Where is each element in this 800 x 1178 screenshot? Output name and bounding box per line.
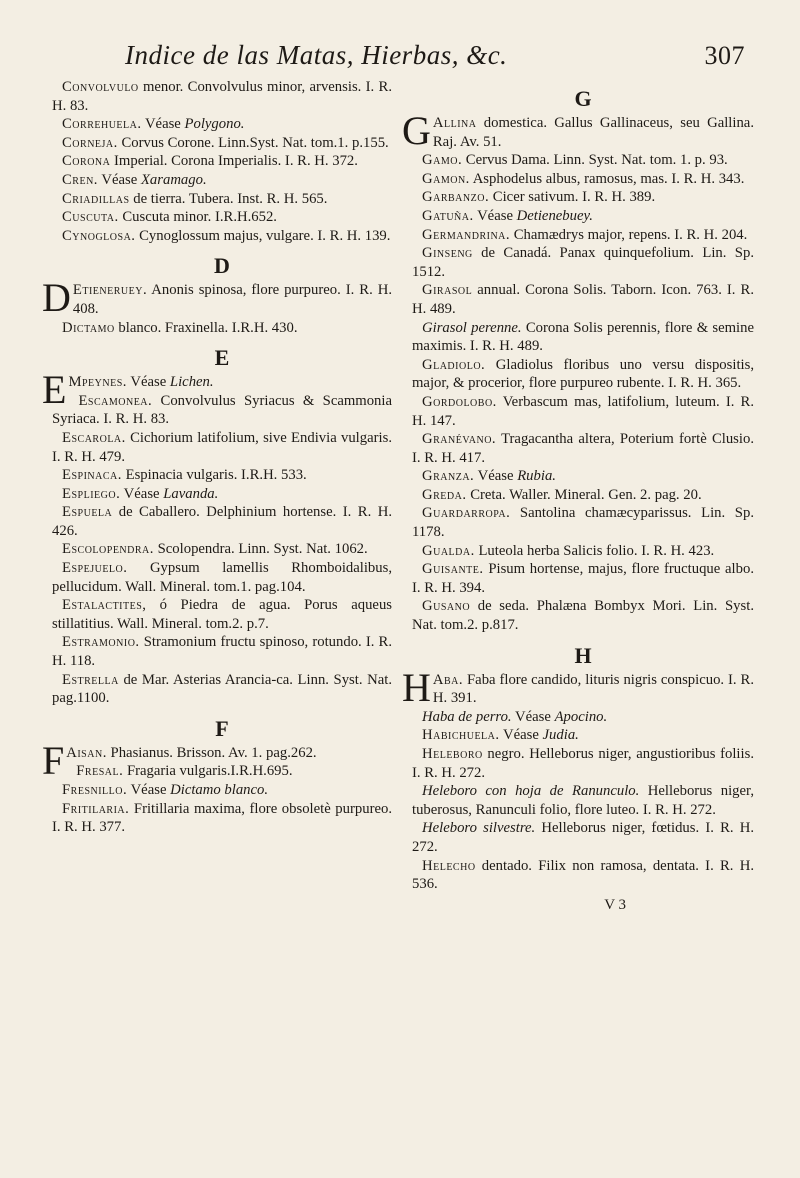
index-entry: [52, 466, 392, 485]
index-entry: [52, 781, 392, 800]
entry-text: Fragaria vulgaris.I.R.H.695.: [123, 763, 293, 780]
index-entry: [42, 275, 392, 321]
index-entry: [412, 745, 754, 782]
entry-text: Véase: [97, 171, 141, 188]
entry-text: Véase: [126, 374, 170, 391]
headword: Allina: [432, 115, 477, 131]
index-entry: [52, 485, 392, 504]
index-entry: [412, 708, 754, 727]
headword: Fresal.: [76, 763, 124, 780]
headword: Corona: [62, 153, 111, 170]
entry-text: Cichorium latifolium, sive Endivia vulgaris. I. R. H. 479.: [52, 429, 392, 465]
headword: Germandrina.: [422, 226, 511, 243]
index-entry: [412, 356, 754, 393]
cross-reference: Xaramago.: [140, 171, 207, 188]
entry-text: Espinacia vulgaris. I.R.H. 533.: [121, 467, 307, 484]
section-letter: E: [214, 345, 230, 371]
cross-reference: Apocino.: [554, 708, 608, 725]
headword: Gualda.: [422, 542, 475, 559]
index-entry: [52, 227, 392, 246]
headword: Aisan.: [66, 744, 107, 761]
index-entry: [52, 152, 392, 171]
index-entry: [52, 392, 392, 429]
index-entry: [412, 782, 754, 819]
index-entry: [412, 170, 754, 189]
entry-text: Tragacantha altera, Poterium fortè Clusio. I. R. H. 417.: [412, 431, 754, 466]
entry-text: domestica. Gallus Gallinaceus, seu Gallina. Raj. Av. 51.: [432, 115, 754, 150]
headword: Criadillas: [62, 190, 130, 207]
index-entry: [412, 207, 754, 226]
index-entry: [412, 226, 754, 245]
drop-cap: D: [42, 275, 71, 321]
entry-text: Cicer sativum. I. R. H. 389.: [489, 189, 656, 206]
headword: Estrella: [62, 671, 119, 688]
entry-text: Pisum hortense, majus, flore fructuque albo. I. R. H. 394.: [412, 561, 754, 596]
index-entry: [412, 151, 754, 170]
cross-reference: Judia.: [542, 727, 579, 744]
entry-text: de Mar. Asterias Arancia-ca. Linn. Syst. Nat. pag.1100.: [52, 671, 392, 707]
index-entry: [412, 467, 754, 486]
entry-text: annual. Corona Solis. Taborn. Icon. 763. I. R. H. 489.: [412, 282, 754, 317]
headword: Gamo.: [422, 152, 463, 169]
entry-text: Gladiolus floribus uno versu dispositis, major, & procerior, flore purpureo rubente. I. R. H. 365.: [412, 356, 754, 392]
entry-text: Santolina chamæcyparissus. Lin. Sp. 1178.: [412, 505, 754, 541]
index-entry: [412, 726, 754, 745]
entry-text: Véase: [120, 485, 164, 502]
headword: Girasol: [422, 282, 473, 299]
headword: Correhuela.: [62, 116, 142, 133]
entry-text: Helleborus niger, tuberosus, Ranunculi folio, flore luteo. I. R. H. 272.: [412, 783, 754, 818]
headword: Cren.: [62, 171, 98, 188]
entry-text: Corona Solis perennis, flore & semine maximis. I. R. H. 489.: [412, 319, 754, 355]
headword: Garbanzo.: [422, 189, 490, 206]
index-entry: [52, 134, 392, 153]
headword: Escamonea.: [78, 392, 153, 409]
section-letter: D: [214, 253, 230, 279]
index-entry: [52, 540, 392, 559]
headword: Aba.: [432, 671, 464, 688]
index-entry: [402, 664, 754, 710]
index-entry: [412, 188, 754, 207]
entry-text: , ó Piedra de agua. Porus aqueus stillatitius. Wall. Mineral. tom.2. p.7.: [52, 597, 392, 632]
drop-cap: H: [402, 664, 431, 710]
italic-headword: Girasol perenne.: [422, 319, 522, 336]
headword: Etieneruey.: [72, 282, 148, 299]
index-entry: [52, 633, 392, 670]
index-entry: [412, 319, 754, 356]
headword: Fritilaria.: [62, 800, 130, 817]
entry-text: menor. Convolvulus minor, arvensis. I. R. H. 83.: [52, 79, 392, 114]
index-entry: [52, 671, 392, 708]
headword: Gatuña.: [422, 207, 474, 224]
right-column: [402, 78, 754, 914]
drop-cap: E: [42, 367, 67, 413]
headword: Convolvulo: [62, 79, 139, 95]
drop-cap: F: [42, 737, 65, 783]
index-entry: [412, 819, 754, 856]
index-entry: [52, 596, 392, 633]
entry-text: Fritillaria maxima, flore obsoletè purpureo. I. R. H. 377.: [52, 800, 392, 836]
index-entry: [412, 857, 754, 894]
index-entry: [412, 281, 754, 318]
page-number: 307: [704, 41, 745, 70]
headword: Habichuela.: [422, 727, 500, 744]
index-entry: [52, 559, 392, 596]
index-entry: [52, 319, 392, 338]
index-entry: [52, 800, 392, 837]
headword: Granévano.: [422, 431, 497, 448]
headword: Gordolobo.: [422, 393, 497, 410]
index-entry: [412, 430, 754, 467]
drop-cap: G: [402, 108, 431, 153]
section-letter: F: [215, 715, 229, 741]
headword: Gladiolo.: [422, 356, 486, 373]
headword: Guardarropa.: [422, 505, 511, 522]
index-entry: [412, 486, 754, 505]
headword: Fresnillo.: [62, 782, 128, 798]
index-entry: [412, 393, 754, 430]
italic-headword: Heleboro con hoja de Ranunculo.: [422, 783, 640, 800]
index-entry: [412, 597, 754, 634]
left-column: [42, 78, 392, 837]
cross-reference: Rubia.: [517, 468, 556, 485]
entry-text: de Caballero. Delphinium hortense. I. R. H. 426.: [52, 504, 392, 539]
headword: Helecho: [422, 857, 476, 874]
headword: Greda.: [422, 486, 467, 503]
index-entry: [52, 503, 392, 540]
headword: Corneja.: [62, 134, 118, 151]
entry-text: Phasianus. Brisson. Av. 1. pag.262.: [106, 744, 317, 761]
index-entry: [52, 429, 392, 466]
index-entry: [412, 244, 754, 281]
index-entry: [52, 190, 392, 209]
entry-text: Imperial. Corona Imperialis. I. R. H. 372.: [110, 153, 358, 170]
entry-text: Cynoglossum majus, vulgare. I. R. H. 139.: [135, 227, 391, 244]
entry-text: negro. Helleborus niger, angustioribus foliis. I. R. H. 272.: [412, 746, 754, 781]
index-entry: [412, 542, 754, 561]
entry-text: Cervus Dama. Linn. Syst. Nat. tom. 1. p. 93.: [462, 152, 728, 169]
italic-headword: Haba de perro.: [422, 708, 512, 725]
header-title: Indice de las Matas, Hierbas, &c.: [125, 40, 508, 70]
headword: Guisante.: [422, 561, 484, 578]
section-letter: H: [574, 642, 592, 668]
entry-text: Véase: [511, 708, 555, 725]
headword: Gusano: [422, 598, 471, 615]
entry-text: Helleborus niger, fœtidus. I. R. H. 272.: [412, 820, 754, 855]
cross-reference: Lavanda.: [163, 485, 219, 502]
entry-text: de Canadá. Panax quinquefolium. Lin. Sp. 1512.: [412, 245, 754, 280]
entry-text: Asphodelus albus, ramosus, mas. I. R. H. 343.: [469, 170, 745, 187]
index-entry: [52, 171, 392, 190]
entry-text: Anonis spinosa, flore purpureo. I. R. H. 408.: [72, 282, 392, 317]
index-entry: [402, 108, 754, 153]
headword: Mpeynes.: [68, 374, 127, 391]
headword: Escolopendra.: [62, 541, 154, 558]
entry-text: Véase: [473, 207, 517, 224]
entry-text: Gypsum lamellis Rhomboidalibus, pellucidum. Wall. Mineral. tom.1. pag.104.: [52, 560, 392, 595]
entry-text: dentado. Filix non ramosa, dentata. I. R. H. 536.: [412, 857, 754, 893]
headword: Granza.: [422, 468, 475, 485]
index-entry: [52, 208, 392, 227]
entry-text: Véase: [474, 468, 518, 485]
cross-reference: Detienebuey.: [516, 207, 593, 224]
entry-text: Scolopendra. Linn. Syst. Nat. 1062.: [153, 541, 368, 558]
headword: Espinaca.: [62, 467, 122, 484]
headword: Estalactites: [62, 597, 143, 614]
entry-text: Stramonium fructu spinoso, rotundo. I. R. H. 118.: [52, 634, 392, 670]
index-entry: [412, 504, 754, 541]
cross-reference: Dictamo blanco.: [170, 782, 269, 798]
headword: Heleboro: [422, 746, 483, 762]
index-entry: [52, 762, 392, 781]
cross-reference: Polygono.: [184, 116, 245, 133]
entry-text: Véase: [499, 727, 543, 744]
entry-text: Véase: [127, 782, 171, 798]
entry-text: Chamædrys major, repens. I. R. H. 204.: [510, 226, 748, 243]
running-header: [125, 40, 745, 71]
headword: Espejuelo.: [62, 560, 128, 577]
headword: Escarola.: [62, 429, 126, 446]
headword: Cynoglosa.: [62, 227, 136, 244]
index-entry: [412, 560, 754, 597]
headword: Ginseng: [422, 245, 473, 262]
italic-headword: Heleboro silvestre.: [422, 820, 536, 837]
headword: Cuscuta.: [62, 209, 119, 226]
entry-text: Véase: [141, 116, 185, 133]
headword: Gamon.: [422, 170, 470, 187]
entry-text: Creta. Waller. Mineral. Gen. 2. pag. 20.: [466, 486, 702, 503]
headword: Dictamo: [62, 319, 115, 336]
entry-text: de seda. Phalæna Bombyx Mori. Lin. Syst. Nat. tom.2. p.817.: [412, 598, 754, 634]
entry-text: blanco. Fraxinella. I.R.H. 430.: [114, 319, 298, 336]
entry-text: Luteola herba Salicis folio. I. R. H. 423.: [474, 542, 715, 559]
entry-text: Convolvulus Syriacus & Scammonia Syriaca. I. R. H. 83.: [52, 392, 392, 428]
entry-text: Corvus Corone. Linn.Syst. Nat. tom.1. p.155.: [117, 134, 389, 151]
cross-reference: Lichen.: [169, 374, 214, 391]
entry-text: Faba flore candido, lituris nigris conspicuo. I. R. H. 391.: [432, 671, 754, 707]
printer-signature: V 3: [604, 896, 626, 913]
entry-text: Verbascum mas, latifolium, luteum. I. R. H. 147.: [412, 393, 754, 429]
headword: Estramonio.: [62, 634, 140, 651]
entry-text: de tierra. Tubera. Inst. R. H. 565.: [129, 190, 328, 207]
index-entry: [52, 78, 392, 115]
headword: Espliego.: [62, 485, 121, 502]
section-letter: G: [574, 86, 592, 111]
entry-text: Cuscuta minor. I.R.H.652.: [118, 209, 277, 226]
index-entry: [52, 115, 392, 134]
headword: Espuela: [62, 504, 113, 521]
